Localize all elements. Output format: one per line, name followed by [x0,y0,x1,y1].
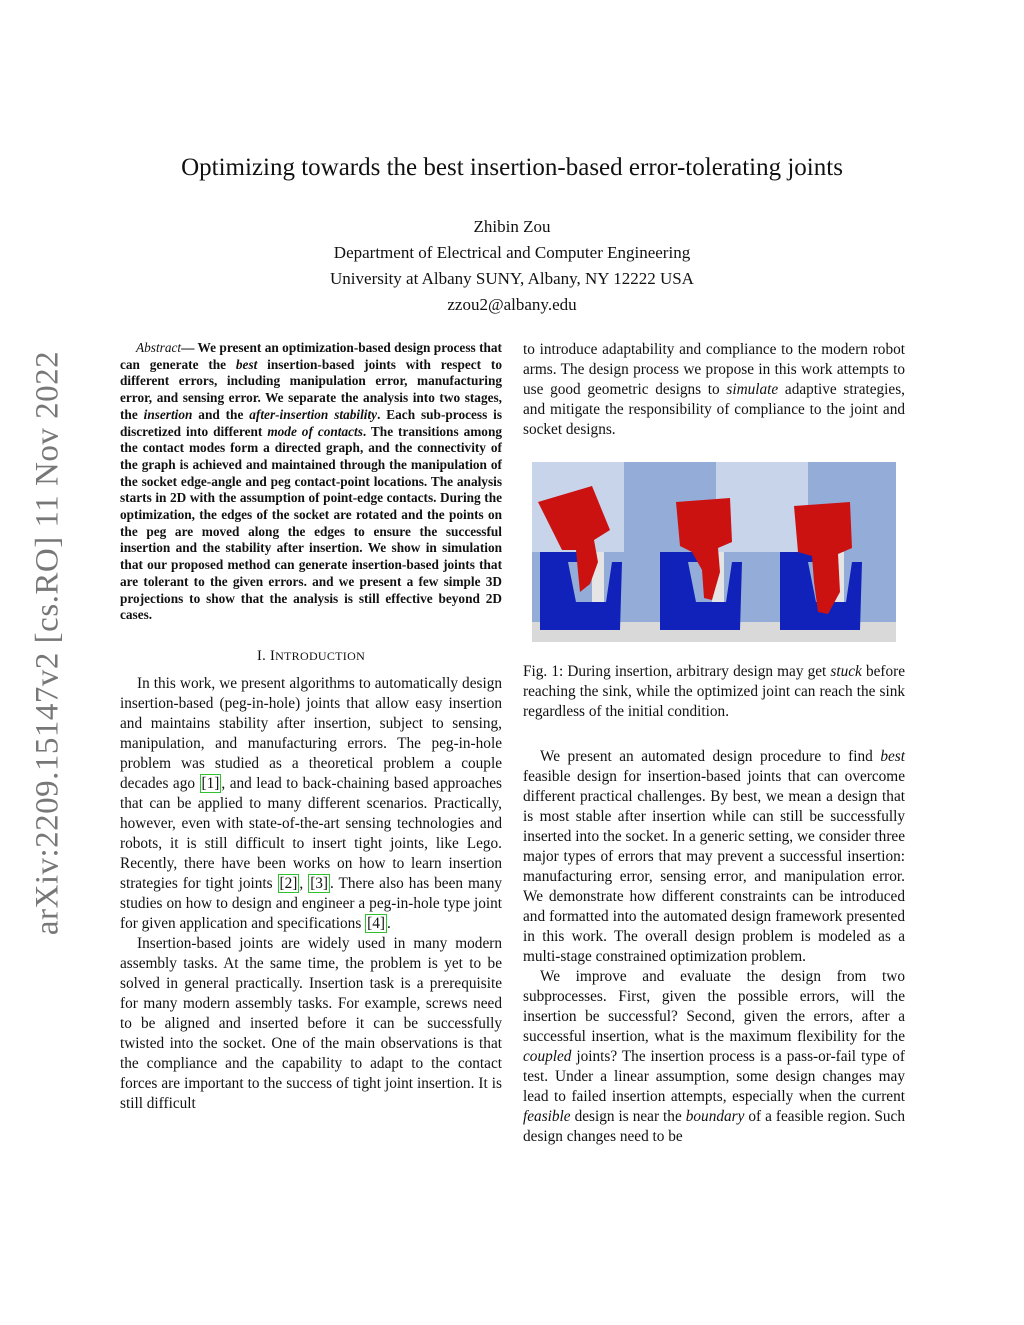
intro-paragraph-continued: to introduce adaptability and compliance to the modern robot arms. The design process we propose in this work attempts to use good geometric designs to simulate adaptive strategies, and mitigate the responsibility of compliance to the joint and socket designs. [523,341,905,438]
paper-title: Optimizing towards the best insertion-based error-tolerating joints [181,154,843,181]
figure-1-caption: Fig. 1: During insertion, arbitrary design may get stuck before reaching the sink, while the optimized joint can reach the sink regardless of the initial condition. [523,663,906,720]
section-heading-introduction: I. INTRODUCTION [256,647,366,664]
intro-paragraph-2: Insertion-based joints are widely used in many modern assembly tasks. At the same time, the problem is yet to be solved in general practically. Insertion task is a prerequisite for many modern assembly tasks. For example, screws need to be aligned and inserted before it can be successfully twisted into the socket. One of the main observations is that the compliance and the capability to adapt to the contact forces are important to the success of tight joint insertion. It is still difficult [120,934,502,1112]
arxiv-identifier: arXiv:2209.15147v2 [cs.RO] 11 Nov 2022 [29,350,66,936]
abstract: Abstract— We present an optimization-based design process that can generate the best insertion-based joints with respect to different errors, including manipulation error, manufacturing error, and sensing error. We separate the analysis into two stages, the insertion and the after-insertion stability. Each sub-process is discretized into different mode of contacts. The transitions among the contact modes form a directed graph, and the connectivity of the graph is achieved and maintained through the manipulation of the socket edge-angle and peg contact-point locations. The analysis starts in 2D with the assumption of point-edge contacts. During the optimization, the edges of the socket are rotated and the points on the peg are moved along the edges to ensure the successful insertion and the stability after insertion. We show in simulation that our proposed method can generate insertion-based joints that are tolerant to the given errors. and we present a few simple 3D projections to show that the analysis is still effective beyond 2D cases. [120,340,503,623]
paragraph-subprocesses: We improve and evaluate the design from two subprocesses. First, given the possible errors, will the insertion be successful? Second, given the errors, after a successful insertion, what is the maximum flexibility for the coupled joints? The insertion process is a pass-or-fail type of test. Under a linear assumption, some design changes may lead to failed insertion attempts, especially when the current feasible design is near the boundary of a feasible region. Such design changes need to be [523,968,905,1145]
left-column [120,340,502,1114]
author-block [0,214,1024,318]
abstract-label: Abstract [136,340,182,355]
right-column [523,340,905,1147]
author-university: University at Albany SUNY, Albany, NY 12222 USA [330,269,694,288]
author-department: Department of Electrical and Computer Engineering [333,243,691,262]
author-email: zzou2@albany.edu [447,295,577,314]
citation-link[interactable]: [2] [279,874,298,892]
paragraph-design-procedure: We present an automated design procedure to find best feasible design for insertion-based joints that can overcome different practical challenges. By best, we mean a design that is most stable after insertion while can still be successfully inserted into the socket. In a generic setting, we consider three major types of errors that may prevent a successful insertion: manufacturing error, sensing error, and manipulation error. We demonstrate how different constraints can be introduced and formatted into the automated design framework presented in this work. The overall design problem is modeled as a multi-stage constrained optimization problem. [523,748,905,965]
citation-link[interactable]: [1] [201,774,220,792]
figure-1-image [532,462,896,642]
figure-1 [532,462,896,642]
intro-paragraph-1: In this work, we present algorithms to automatically design insertion-based (peg-in-hole) joints that allow easy insertion and maintains stability after insertion, subject to sensing, manipulation, and manufacturing errors. The peg-in-hole problem was studied as a theoretical problem a couple decades ago [1] , and lead to back-chaining based approaches that can be applied to many different scenarios. Practically, however, even with state-of-the-art sensing technologies and robots, it is still difficult to insert tight joints, like Lego. Recently, there have been works on how to learn insertion strategies for tight joints [2] , [3] . There also has been many studies on how to design and engineer a peg-in-hole type joint for given application and specifications [4] . [120,674,502,932]
author-name: Zhibin Zou [473,217,551,236]
citation-link[interactable]: [4] [367,914,385,932]
citation-link[interactable]: [3] [310,874,329,892]
arxiv-sidebar [22,338,74,948]
